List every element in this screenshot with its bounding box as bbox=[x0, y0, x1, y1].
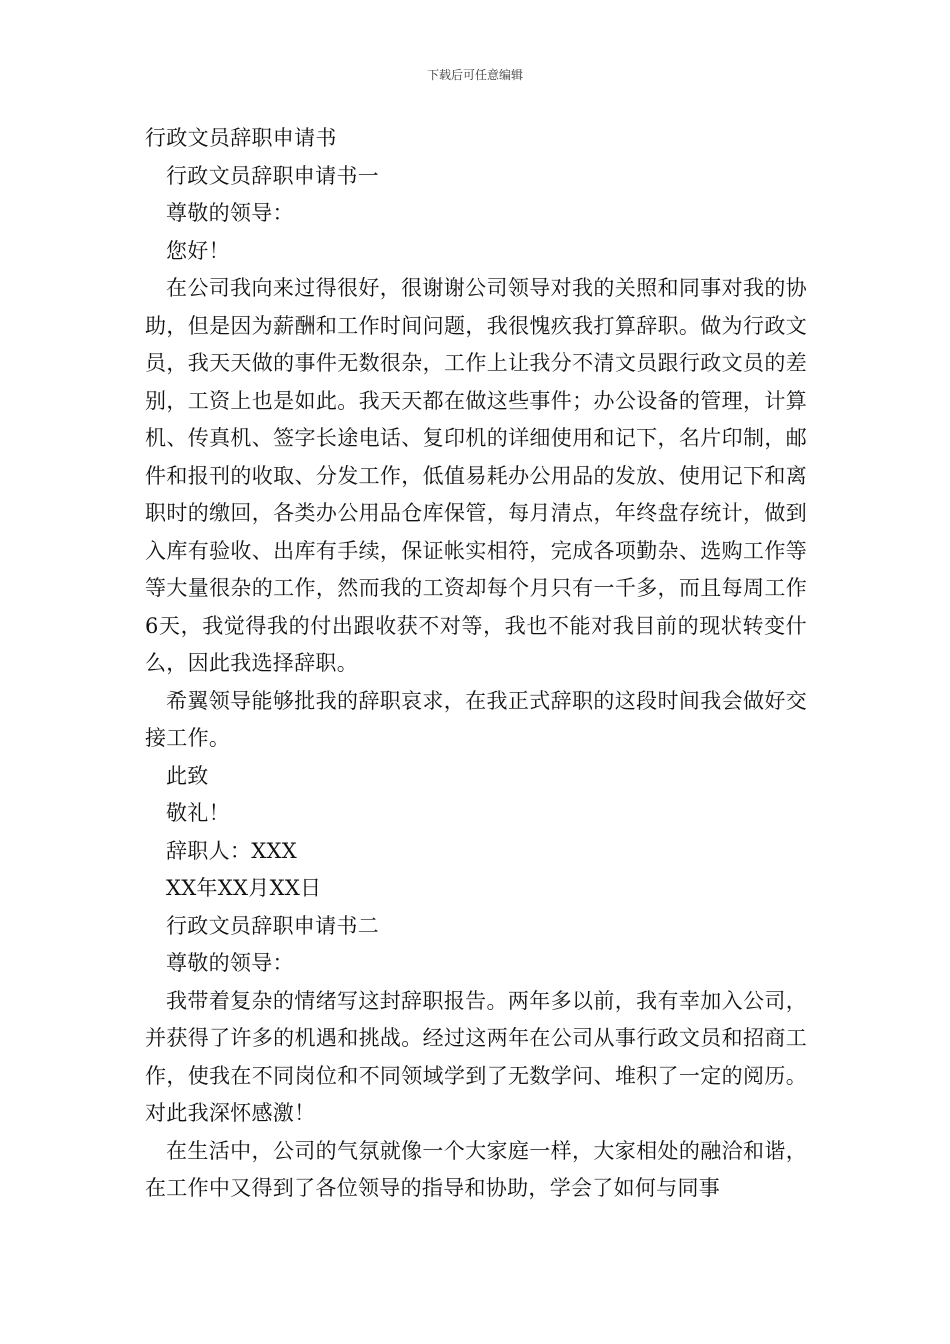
letter2-paragraph-2: 在生活中，公司的气氛就像一个大家庭一样，大家相处的融洽和谐，在工作中又得到了各位领导的指导和协助，学会了如何与同事 bbox=[145, 1138, 807, 1200]
letter2-paragraph-1: 我带着复杂的情绪写这封辞职报告。两年多以前，我有幸加入公司，并获得了许多的机遇和挑战。经过这两年在公司从事行政文员和招商工作，使我在不同岗位和不同领域学到了无数学问、堆积了一定的阅历。对此我深怀感激！ bbox=[145, 988, 807, 1125]
letter2-salutation: 尊敬的领导： bbox=[166, 951, 294, 975]
document-title: 行政文员辞职申请书 bbox=[145, 126, 337, 150]
letter1-paragraph-2: 希翼领导能够批我的辞职哀求，在我正式辞职的这段时间我会做好交接工作。 bbox=[145, 688, 807, 750]
letter1-title: 行政文员辞职申请书一 bbox=[166, 163, 379, 188]
letter1-salutation: 尊敬的领导： bbox=[166, 201, 294, 225]
letter2-title: 行政文员辞职申请书二 bbox=[166, 913, 379, 938]
letter1-greeting: 您好！ bbox=[166, 238, 230, 263]
document-body bbox=[145, 120, 807, 1208]
header-note: 下载后可任意编辑 bbox=[426, 68, 523, 82]
letter1-date: XX年XX月XX日 bbox=[166, 876, 322, 900]
letter1-signature: 辞职人：XXX bbox=[166, 838, 297, 863]
letter1-closing-2: 敬礼！ bbox=[166, 801, 230, 825]
letter1-closing-1: 此致 bbox=[166, 763, 209, 788]
letter1-paragraph-1: 在公司我向来过得很好，很谢谢公司领导对我的关照和同事对我的协助，但是因为薪酬和工作时间问题，我很愧疚我打算辞职。做为行政文员，我天天做的事件无数很杂，工作上让我分不清文员跟行政文员的差别，工资上也是如此。我天天都在做这些事件；办公设备的管理，计算机、传真机、签字长途电话、复印机的详细使用和记下，名片印制，邮件和报刊的收取、分发工作，低值易耗办公用品的发放、使用记下和离职时的缴回，各类办公用品仓库保管，每月清点，年终盘存统计，做到入库有验收、出库有手续，保证帐实相符，完成各项勤杂、选购工作等等大量很杂的工作，然而我的工资却每个月只有一千多，而且每周工作6天，我觉得我的付出跟收获不对等，我也不能对我目前的现状转变什么，因此我选择辞职。 bbox=[145, 276, 807, 675]
